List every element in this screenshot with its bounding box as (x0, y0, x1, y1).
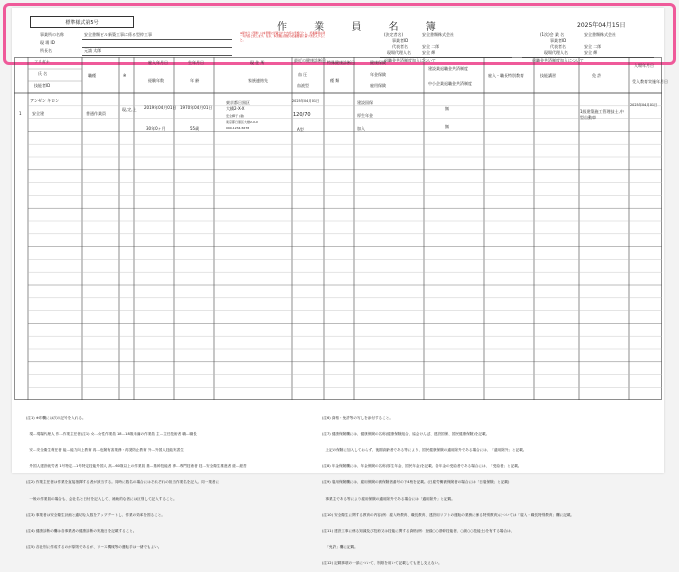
header-license: 免 許 (592, 73, 602, 78)
footnotes-right (322, 405, 574, 572)
header-special: 特殊健康診断日 (327, 60, 355, 65)
footnote: (注6) 資格・免許等の写しを添付すること。 (322, 415, 393, 420)
company-row-label: 代表者名 (550, 44, 566, 49)
header-special-type: 種 類 (330, 78, 340, 83)
office-name-label: 事業所の名称 (40, 32, 64, 37)
footnotes-left (26, 405, 247, 556)
company-row-label: 現場代理人名 (387, 50, 411, 55)
worker-employment: 加入 (357, 126, 365, 131)
worker-mark: 現,定,上 (122, 107, 137, 112)
header-employment: 雇用保険 (370, 83, 386, 88)
company-row-value: 安全 二郎 (584, 44, 602, 49)
retire-scheme-label: 退職金共済制度加入について (532, 58, 584, 63)
page-title: 作 業 員 名 簿 (277, 22, 448, 33)
company-row-value: 安全 二郎 (422, 44, 440, 49)
footnote: (注5) 各社別に作成するのが原則であるが、リース機械等の運転手は一緒でもよい。 (26, 545, 162, 550)
company-row-label: 事業者ID (550, 38, 567, 43)
form-number-label: 標準様式第5号 (30, 16, 134, 28)
worker-age: 55歳 (190, 126, 200, 131)
company-row-value: 安全 輝 (584, 50, 598, 55)
worker-job: 普通作業員 (86, 111, 106, 116)
header-address: 現 住 所 (250, 60, 265, 65)
worker-address: 大橋2-X-X (226, 106, 245, 111)
worker-health-ins: 建設国保 (357, 100, 373, 105)
company-row-label: (決定者名) (384, 32, 404, 37)
header-blood-type: 血液型 (297, 83, 309, 88)
office-name-value: 安全書類ビル新築工事に係る型枠工事 (84, 32, 152, 37)
retire-scheme-label: 退職金共済制度加入について (384, 58, 436, 63)
company-row-value: 安全書類株式会社 (422, 32, 454, 37)
header-furigana: フリガナ (34, 59, 50, 64)
row-number: 1 (19, 111, 22, 116)
footnote: (注8) 年金保険欄には、年金保険の名称(厚生年金、国民年金)を記載。各年金の受給者である場合には、「受給者」と記載。 (322, 464, 522, 469)
footnote: (注9) 雇用保険欄には、雇用保険の被保険者番号の下4桁を記載。(日雇労働被保険者の場合には「日雇保険」と記載) (322, 480, 510, 485)
header-edu: 雇入・職長特別教育 (488, 73, 524, 78)
header-job: 職種 (88, 73, 96, 78)
footnote: 「免許」欄に記載。 (322, 545, 358, 550)
worker-name: 安全建 (32, 111, 44, 116)
header-birth: 生年月日 (188, 60, 204, 65)
footnote: 一般の作業員の場合も、会社名と日付を記入して、補助的な者には区別して記入すること。 (26, 496, 177, 501)
header-orient: 受入教育実施年月日 (632, 79, 668, 84)
worker-table (14, 57, 662, 400)
header-age: 年 齢 (190, 78, 200, 83)
header-mark: ※ (123, 73, 127, 78)
footnote: (注11) 建設工事に係る知識及び技術又は技能に関する資格(例：登録○○基幹技能者、○級○○技能士)を有する場合は、 (322, 528, 515, 533)
header-skill-id: 技能者ID (34, 83, 51, 88)
header-retire: 建設業退職金共済制度 (428, 66, 468, 71)
worker-pension: 厚生年金 (357, 113, 373, 118)
worker-address: 東京都日黒区 (226, 100, 250, 105)
worker-retire: 無 (445, 106, 449, 111)
footnote: (注7) 健康保険欄には、健康保険の名称(健康保険組合、協会けんぽ、建設国保、国民健康保険)を記載。 (322, 431, 490, 436)
footnote: (注1) ※印欄には次の記号を入れる。 (26, 415, 86, 420)
header-pension: 年金保険 (370, 72, 386, 77)
company-row-value: 安全書類株式会社 (584, 32, 616, 37)
worker-hire-date: 2019年04月01日 (144, 105, 177, 110)
submission-date: 2025年04月15日 (577, 22, 626, 29)
company-row-label: 現場代理人名 (544, 50, 568, 55)
footnote: 外国人建設就労者 1号特定…1号特定技能外国人 高…60歳以上の作業員 基…基幹技能者 専…専門技術者 技…安全衛生推進者 経…経営 (26, 464, 247, 469)
header-skill: 技能講習 (540, 73, 556, 78)
footnote: (注3) 事業者は安全衛生計画と適切な人数をアップデートし、作業の効率を図ること。 (26, 512, 165, 517)
notice-text: ※提出日（西暦）は本書類に記載された内容の実施日とし、記載事項は同一の内容と致します。なお、本書類は別紙の記載要領に基づき記入すること。 (240, 32, 326, 42)
header-blood: 血 圧 (298, 72, 308, 77)
footnote: (注10) 安全衛生に関する教育の内容(例：雇入時教育、職長教育、建設用リフトの運転の業務に係る特別教育)については「雇入・職長特別教育」欄に記載。 (322, 512, 575, 517)
header-entry: 入場年月日 (634, 63, 654, 68)
header-experience: 経験年数 (148, 78, 164, 83)
manager-label: 所長名 (40, 48, 52, 53)
header-health-ins: 健康保険 (370, 60, 386, 65)
worker-contact: 090-1234-5678 (226, 126, 250, 130)
company-row-label: (1次)会 業 名 (540, 32, 565, 37)
worker-furigana: アンゼン キロン (30, 98, 60, 103)
footnote: 上記の保険に加入しておらず、後期高齢者である等により、国民健康保険の適用除外である場合には、「適用除外」と記載。 (322, 448, 527, 453)
footnote: (注2) 作業主任者は作業を直接指揮する者が該当する。同時に数名の場合にはそれぞれの担当作業名を記入。同一業者に (26, 480, 220, 485)
worker-exam-date: 2025年04月01日 (292, 99, 320, 103)
header-contact: 家族連絡先 (248, 78, 268, 83)
worker-birth: 1970年04月01日 (180, 105, 213, 110)
worker-blood: 120/70 (293, 112, 311, 118)
worker-contact: 安全輝子 (妻) (226, 114, 245, 118)
header-exam: 最近の健康診断日 (294, 58, 326, 63)
company-row-value: 安全 輝 (422, 50, 436, 55)
site-id-label: 現 場 ID (40, 40, 55, 45)
footnote: 現…現場代理人 作…作業主任者(注1) 女…女性作業員 18…18歳未満の作業員 主…主任技術者 職…職長 (26, 431, 197, 436)
worker-experience: 30年0ヶ月 (146, 126, 166, 131)
footnote: 事業主である等により雇用保険の適用除外である場合には「適用除外」と記載。 (322, 496, 455, 501)
header-hire-date: 雇入年月日 (148, 60, 168, 65)
company-row-label: 事業者ID (392, 38, 409, 43)
worker-blood-type: A型 (297, 127, 304, 132)
footnote: 安…安全衛生責任者 能…能力向上教育 再…危険有害業務・再発防止教育 外…外国人技能実習生 (26, 448, 184, 453)
manager-value: 元請 太郎 (84, 48, 102, 53)
footnote: (注4) 健康診断の欄は各事業者の健康診断の実施日を記載すること。 (26, 528, 137, 533)
worker-entry-date: 2025年04月01日 (630, 103, 658, 107)
worker-contact: 東京都日黒区大橋2-X-X (226, 120, 258, 124)
header-small-retire: 中小企業退職金共済制度 (428, 81, 472, 86)
company-row-label: 代表者名 (392, 44, 408, 49)
footnote: (注12) 記載事項の一部について、別紙を用いて記載しても差し支えない。 (322, 561, 442, 566)
worker-license: 1級建築施工管理技士,中型自動車 (580, 109, 624, 120)
worker-small-retire: 無 (445, 124, 449, 129)
header-name: 氏 名 (38, 71, 48, 76)
